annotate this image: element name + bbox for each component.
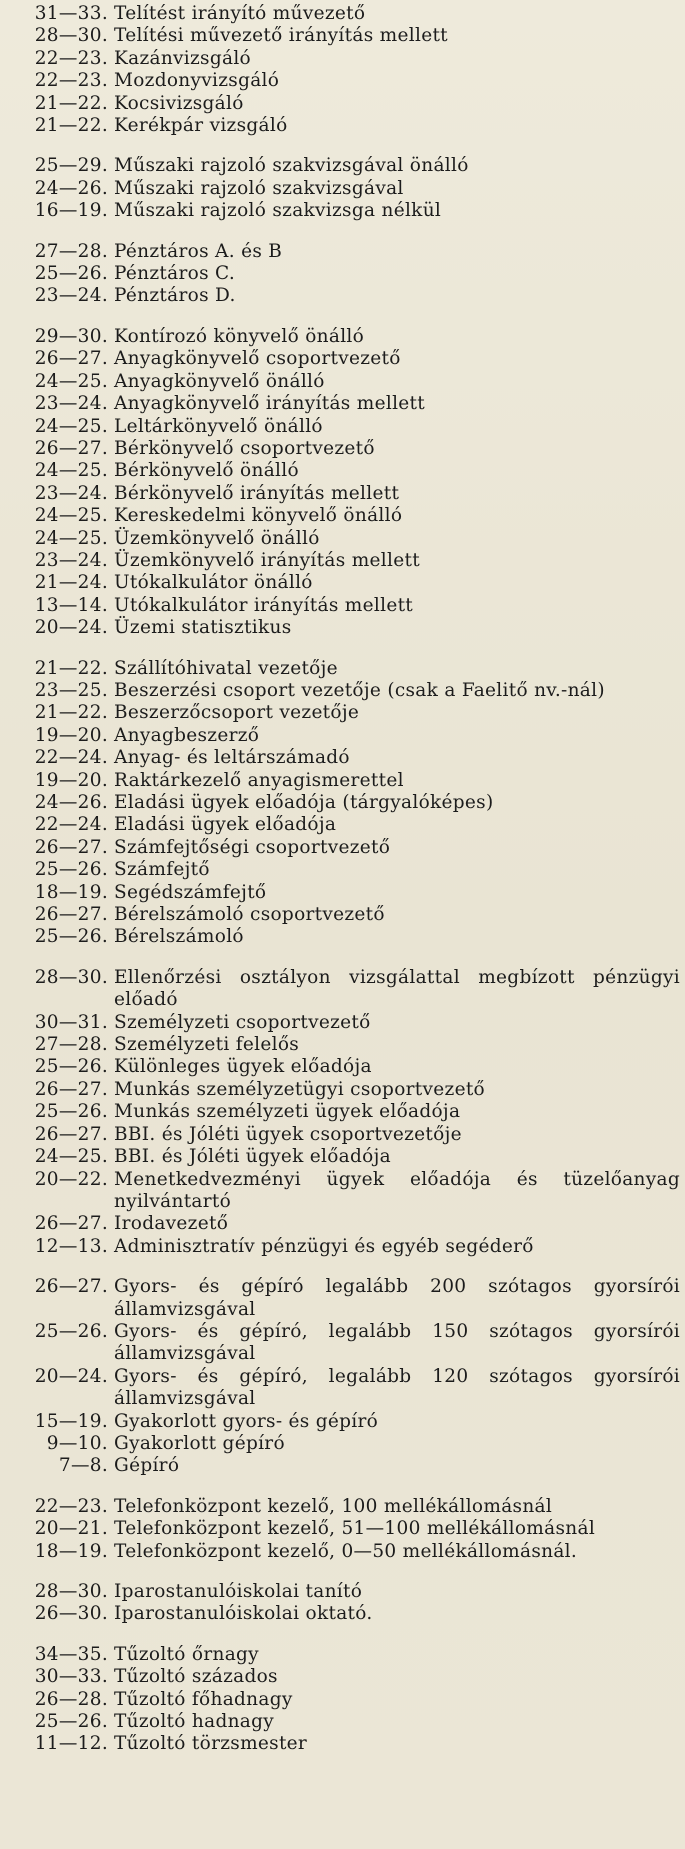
pay-grade-range: 28—30. (34, 966, 108, 988)
list-item (8, 505, 680, 527)
job-title: Műszaki rajzoló szakvizsgával önálló (114, 155, 469, 177)
list-item (8, 460, 680, 482)
list-item (8, 1321, 680, 1366)
job-title: Telefonközpont kezelő, 51—100 mellékállomásnál (114, 1518, 596, 1540)
pay-grade-range: 26—27. (34, 348, 108, 370)
pay-grade-range: 30—31. (34, 1011, 108, 1033)
pay-grade-range: 26—30. (34, 1603, 108, 1625)
job-title: Bérelszámoló (114, 926, 244, 948)
job-title: Kereskedelmi könyvelő önálló (114, 505, 403, 527)
pay-grade-range: 22—23. (34, 1495, 108, 1517)
list-item (8, 48, 680, 70)
pay-grade-range: 24—26. (34, 792, 108, 813)
list-item (8, 837, 680, 859)
job-title: Utókalkulátor irányítás mellett (114, 594, 414, 616)
entry-group (8, 1581, 680, 1626)
pay-grade-range: 28—30. (34, 1581, 108, 1602)
job-title: BBI. és Jóléti ügyek csoportvezetője (114, 1123, 462, 1145)
job-title: Anyagkönyvelő irányítás mellett (114, 393, 425, 415)
pay-grade-range: 28—30. (34, 25, 108, 47)
pay-grade-list (8, 3, 680, 1756)
job-title: Menetkedvezményi ügyek előadója és tüzelőanyag nyilvántartó (114, 1168, 680, 1212)
job-title: Beszerzési csoport vezetője (csak a Faelitő nv.-nál) (114, 679, 605, 701)
entry-group (8, 155, 680, 222)
list-item (8, 1034, 680, 1056)
job-title: Számfejtőségi csoportvezető (114, 836, 391, 858)
list-item (8, 882, 680, 904)
job-title: Iparostanulóiskolai tanító (114, 1581, 363, 1602)
pay-grade-range: 18—19. (34, 881, 108, 903)
job-title: Tűzoltó őrnagy (114, 1643, 259, 1665)
list-item (8, 1541, 680, 1563)
list-item (8, 1056, 680, 1078)
list-item (8, 926, 680, 948)
entry-group (8, 967, 680, 1258)
list-item (8, 528, 680, 550)
entry-group (8, 241, 680, 308)
job-title: Gyors- és gépíró legalább 200 szótagos gyorsírói államvizsgával (114, 1276, 680, 1320)
job-title: Bérkönyvelő önálló (114, 460, 299, 482)
pay-grade-range: 22—24. (34, 814, 108, 836)
list-item (8, 155, 680, 177)
job-title: Tűzoltó főhadnagy (114, 1688, 293, 1710)
pay-grade-range: 24—25. (34, 460, 108, 482)
pay-grade-range: 26—27. (34, 1078, 108, 1100)
list-item (8, 1079, 680, 1101)
pay-grade-range: 24—25. (34, 1146, 108, 1168)
list-item (8, 1433, 680, 1455)
pay-grade-range: 25—26. (34, 1101, 108, 1123)
list-item (8, 393, 680, 415)
pay-grade-range: 11—12. (34, 1733, 108, 1755)
job-title: Tűzoltó törzsmester (114, 1733, 308, 1755)
pay-grade-range: 25—26. (34, 926, 108, 948)
job-title: Ellenőrzési osztályon vizsgálattal megbízott pénzügyi előadó (114, 966, 680, 1011)
job-title: Kontírozó könyvelő önálló (114, 325, 365, 347)
list-item (8, 1733, 680, 1755)
pay-grade-range: 9—10. (46, 1432, 108, 1454)
entry-group (8, 1644, 680, 1756)
entry-group (8, 658, 680, 949)
pay-grade-range: 26—27. (34, 1213, 108, 1235)
job-title: Különleges ügyek előadója (114, 1056, 372, 1078)
pay-grade-range: 23—24. (34, 285, 108, 307)
pay-grade-range: 21—22. (34, 702, 108, 724)
list-item (8, 1518, 680, 1540)
pay-grade-range: 24—26. (34, 177, 108, 199)
job-title: Gyakorlott gyors- és gépíró (114, 1410, 379, 1432)
pay-grade-range: 27—28. (34, 240, 108, 262)
list-item (8, 1666, 680, 1688)
list-item (8, 483, 680, 505)
job-title: Személyzeti csoportvezető (114, 1011, 371, 1033)
pay-grade-range: 25—26. (34, 1320, 108, 1342)
job-title: Kocsivizsgáló (114, 92, 244, 114)
list-item (8, 200, 680, 222)
pay-grade-range: 34—35. (34, 1643, 108, 1665)
entry-group (8, 326, 680, 640)
job-title: Mozdonyvizsgáló (114, 70, 280, 92)
list-item (8, 241, 680, 263)
list-item (8, 285, 680, 307)
pay-grade-range: 22—24. (34, 747, 108, 769)
job-title: Pénztáros D. (114, 285, 236, 307)
list-item (8, 572, 680, 594)
list-item (8, 1366, 680, 1411)
job-title: Gyors- és gépíró, legalább 120 szótagos gyorsírói államvizsgával (114, 1365, 680, 1410)
list-item (8, 550, 680, 572)
job-title: Tűzoltó hadnagy (114, 1711, 275, 1733)
job-title: Gyakorlott gépíró (114, 1432, 285, 1454)
pay-grade-range: 12—13. (34, 1235, 108, 1257)
list-item (8, 3, 680, 25)
list-item (8, 1689, 680, 1711)
pay-grade-range: 21—24. (34, 572, 108, 594)
list-item (8, 1101, 680, 1123)
job-title: Üzemkönyvelő irányítás mellett (114, 549, 420, 571)
list-item (8, 1213, 680, 1235)
list-item (8, 371, 680, 393)
job-title: Pénztáros C. (114, 263, 236, 285)
list-item (8, 595, 680, 617)
pay-grade-range: 23—24. (34, 393, 108, 415)
job-title: Bérelszámoló csoportvezető (114, 904, 385, 926)
pay-grade-range: 27—28. (34, 1034, 108, 1056)
job-title: Gépíró (114, 1455, 180, 1477)
pay-grade-range: 30—33. (34, 1666, 108, 1688)
job-title: Gyors- és gépíró, legalább 150 szótagos gyorsírói államvizsgával (114, 1320, 680, 1365)
job-title: Kazánvizsgáló (114, 47, 251, 69)
job-title: Szállítóhivatal vezetője (114, 657, 338, 679)
list-item (8, 859, 680, 881)
job-title: Műszaki rajzoló szakvizsga nélkül (114, 200, 442, 222)
job-title: Üzemi statisztikus (114, 617, 292, 639)
pay-grade-range: 26—27. (34, 437, 108, 459)
pay-grade-range: 15—19. (34, 1410, 108, 1432)
list-item (8, 1603, 680, 1625)
pay-grade-range: 24—25. (34, 505, 108, 527)
list-item (8, 1411, 680, 1433)
pay-grade-range: 31—33. (34, 3, 108, 24)
job-title: Iparostanulóiskolai oktató. (114, 1603, 373, 1625)
pay-grade-range: 29—30. (34, 325, 108, 347)
job-title: Számfejtő (114, 859, 210, 881)
pay-grade-range: 21—22. (34, 92, 108, 114)
pay-grade-range: 21—22. (34, 115, 108, 137)
list-item (8, 792, 680, 814)
list-item (8, 770, 680, 792)
job-title: Bérkönyvelő csoportvezető (114, 437, 375, 459)
entry-group (8, 1496, 680, 1563)
list-item (8, 178, 680, 200)
list-item (8, 617, 680, 639)
job-title: Irodavezető (114, 1213, 229, 1235)
list-item (8, 967, 680, 1012)
pay-grade-range: 21—22. (34, 657, 108, 679)
list-item (8, 70, 680, 92)
job-title: Anyag- és leltárszámadó (114, 747, 350, 769)
list-item (8, 904, 680, 926)
job-title: Leltárkönyvelő önálló (114, 415, 323, 437)
list-item (8, 1012, 680, 1034)
job-title: Anyagkönyvelő csoportvezető (114, 348, 401, 370)
job-title: Eladási ügyek előadója (tárgyalóképes) (114, 792, 494, 813)
list-item (8, 1276, 680, 1321)
pay-grade-range: 19—20. (34, 724, 108, 746)
job-title: Telítést irányító művezető (114, 3, 366, 24)
pay-grade-range: 26—27. (34, 904, 108, 926)
entry-group (8, 3, 680, 137)
job-title: Beszerzőcsoport vezetője (114, 702, 360, 724)
pay-grade-range: 26—27. (34, 836, 108, 858)
list-item (8, 1711, 680, 1733)
pay-grade-range: 26—27. (34, 1123, 108, 1145)
list-item (8, 438, 680, 460)
list-item (8, 747, 680, 769)
job-title: Segédszámfejtő (114, 881, 267, 903)
list-item (8, 25, 680, 47)
pay-grade-range: 20—24. (34, 1365, 108, 1387)
pay-grade-range: 23—24. (34, 482, 108, 504)
job-title: Raktárkezelő anyagismerettel (114, 769, 404, 791)
list-item (8, 1644, 680, 1666)
pay-grade-range: 25—26. (34, 1711, 108, 1733)
pay-grade-range: 20—21. (34, 1518, 108, 1540)
list-item (8, 93, 680, 115)
pay-grade-range: 26—28. (34, 1688, 108, 1710)
job-title: Adminisztratív pénzügyi és egyéb segéderő (114, 1235, 534, 1257)
list-item (8, 1581, 680, 1603)
job-title: Személyzeti felelős (114, 1034, 300, 1056)
list-item (8, 1496, 680, 1518)
list-item (8, 326, 680, 348)
list-item (8, 348, 680, 370)
job-title: Utókalkulátor önálló (114, 572, 313, 594)
job-title: Telefonközpont kezelő, 0—50 mellékállomásnál. (114, 1540, 578, 1562)
list-item (8, 263, 680, 285)
job-title: Pénztáros A. és B (114, 240, 283, 262)
pay-grade-range: 25—26. (34, 263, 108, 285)
pay-grade-range: 13—14. (34, 594, 108, 616)
pay-grade-range: 18—19. (34, 1540, 108, 1562)
job-title: Munkás személyzeti ügyek előadója (114, 1101, 461, 1123)
pay-grade-range: 25—26. (34, 859, 108, 881)
list-item (8, 658, 680, 680)
pay-grade-range: 7—8. (58, 1455, 108, 1477)
list-item (8, 1124, 680, 1146)
pay-grade-range: 16—19. (34, 200, 108, 222)
list-item (8, 1169, 680, 1214)
job-title: Bérkönyvelő irányítás mellett (114, 482, 400, 504)
job-title: Anyagkönyvelő önálló (114, 370, 325, 392)
pay-grade-range: 24—25. (34, 415, 108, 437)
pay-grade-range: 26—27. (34, 1276, 108, 1298)
pay-grade-range: 25—26. (34, 1056, 108, 1078)
pay-grade-range: 24—25. (34, 370, 108, 392)
job-title: Anyagbeszerző (114, 724, 260, 746)
pay-grade-range: 19—20. (34, 769, 108, 791)
list-item (8, 416, 680, 438)
list-item (8, 680, 680, 702)
pay-grade-range: 22—23. (34, 47, 108, 69)
list-item (8, 702, 680, 724)
list-item (8, 814, 680, 836)
entry-group (8, 1276, 680, 1478)
job-title: Üzemkönyvelő önálló (114, 527, 320, 549)
pay-grade-range: 20—24. (34, 617, 108, 639)
job-title: Telítési művezető irányítás mellett (114, 25, 448, 47)
job-title: Tűzoltó százados (114, 1666, 278, 1688)
list-item (8, 1146, 680, 1168)
list-item (8, 115, 680, 137)
pay-grade-range: 25—29. (34, 155, 108, 177)
job-title: Munkás személyzetügyi csoportvezető (114, 1078, 485, 1100)
job-title: Eladási ügyek előadója (114, 814, 337, 836)
list-item (8, 725, 680, 747)
list-item (8, 1455, 680, 1477)
pay-grade-range: 22—23. (34, 70, 108, 92)
job-title: Telefonközpont kezelő, 100 mellékállomásnál (114, 1495, 553, 1517)
pay-grade-range: 23—24. (34, 549, 108, 571)
job-title: Kerékpár vizsgáló (114, 115, 288, 137)
pay-grade-range: 20—22. (34, 1168, 108, 1190)
job-title: BBI. és Jóléti ügyek előadója (114, 1146, 391, 1168)
list-item (8, 1236, 680, 1258)
pay-grade-range: 23—25. (34, 679, 108, 701)
pay-grade-range: 24—25. (34, 527, 108, 549)
job-title: Műszaki rajzoló szakvizsgával (114, 177, 404, 199)
